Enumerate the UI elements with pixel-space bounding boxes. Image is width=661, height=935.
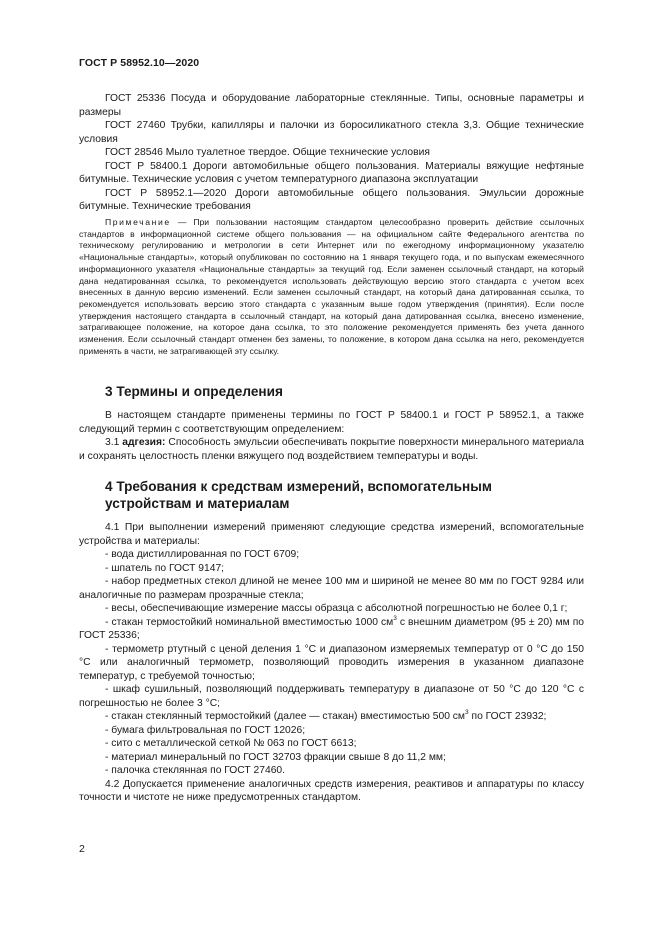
list-item: - термометр ртутный с ценой деления 1 °С и диапазоном измеряемых температур от 0 °С до 150 °С или аналогичный термометр, позволяющий проводить измерения в указанном диапазоне температур, с требуемой точностью; [79, 643, 584, 682]
reference-item: ГОСТ Р 58952.1—2020 Дороги автомобильные общего пользования. Эмульсии дорожные битумные. Технические требования [79, 187, 584, 212]
list-item: - сито с металлической сеткой № 063 по ГОСТ 6613; [105, 738, 357, 749]
list-item: - шкаф сушильный, позволяющий поддерживать температуру в диапазоне от 50 °С до 120 °С с погрешностью не более 3 °С; [79, 684, 584, 709]
reference-item: ГОСТ 28546 Мыло туалетное твердое. Общие технические условия [105, 147, 430, 158]
list-item: - шпатель по ГОСТ 9147; [105, 562, 225, 574]
note-block [79, 217, 584, 357]
section-3-title: 3 Термины и определения [105, 384, 283, 399]
list-item [79, 710, 584, 724]
term-text: Способность эмульсии обеспечивать покрытие поверхности минерального материала и сохранять целостность пленки вяжущего под воздействием температуры и воды. [79, 437, 584, 462]
section-3-body [79, 409, 584, 463]
term-number: 3.1 [105, 437, 123, 448]
page-number: 2 [79, 843, 85, 855]
list-item: - вода дистиллированная по ГОСТ 6709; [105, 549, 300, 560]
reference-item: ГОСТ Р 58400.1 Дороги автомобильные общего пользования. Материалы вяжущие нефтяные битумные. Технические условия с учетом температурного диапазона эксплуатации [79, 160, 584, 185]
term-definition [79, 436, 584, 463]
reference-item: ГОСТ 25336 Посуда и оборудование лабораторные стеклянные. Типы, основные параметры и размеры [79, 93, 584, 118]
section-4-body [79, 521, 584, 805]
note-text: — При пользовании настоящим стандартом целесообразно проверить действие ссылочных стандартов в информационной системе общего пользования — на официальном сайте Федерального агентства по техническому регулированию и метрологии в сети Интернет или по ежегодному информационному указателю «Национальные стандарты», который опубликован по состоянию на 1 января текущего года, и по выпускам ежемесячного информационного указателя «Национальные стандарты» за текущий год. Если заменен ссылочный стандарт, на который дана недатированная ссылка, то рекомендуется использовать действующую версию этого стандарта с учетом всех внесенных в данную версию изменений. Если заменен ссылочный стандарт, на который дана датированная ссылка, то рекомендуется использовать версию этого стандарта с указанным выше годом утверждения (принятия). Если после утверждения настоящего стандарта в ссылочный стандарт, на который дана датированная ссылка, внесено изменение, затрагивающее положение, на которое дана ссылка, то это положение рекомендуется применять без учета данного изменения. Если ссылочный стандарт отменен без замены, то положение, в котором дана ссылка на него, рекомендуется применять в части, не затрагивающей эту ссылку. [79, 217, 584, 356]
superscript: 3 [393, 614, 397, 622]
list-item-text: - стакан термостойкий номинальной вместимостью 1000 см [105, 616, 394, 628]
list-item-text: с внешним диаметром (95 ± 20) мм по ГОСТ 25336; [79, 616, 584, 641]
superscript: 3 [465, 709, 469, 717]
paragraph-4-1: 4.1 При выполнении измерений применяют следующие средства измерений, вспомогательные устройства и материалы: [79, 522, 584, 547]
note-label: Примечание [105, 217, 171, 227]
section-4-title: 4 Требования к средствам измерений, вспомогательным устройствам и материалам [105, 479, 492, 511]
normative-references [79, 92, 584, 214]
section-3-intro: В настоящем стандарте применены термины по ГОСТ Р 58400.1 и ГОСТ Р 58952.1, а также следующий термин с соответствующим определением: [79, 410, 584, 435]
document-header: ГОСТ Р 58952.10—2020 [79, 57, 200, 69]
list-item: - весы, обеспечивающие измерение массы образца с абсолютной погрешностью не более 0,1 г; [105, 603, 568, 614]
list-item: - палочка стеклянная по ГОСТ 27460. [105, 765, 286, 776]
term-name: адгезия: [122, 437, 166, 448]
list-item [79, 616, 584, 643]
list-item: - бумага фильтровальная по ГОСТ 12026; [105, 724, 306, 736]
paragraph-4-2: 4.2 Допускается применение аналогичных средств измерения, реактивов и аппаратуры по классу точности и чистоте не ниже предусмотренных стандартом. [79, 778, 584, 803]
list-item: - материал минеральный по ГОСТ 32703 фракции свыше 8 до 11,2 мм; [105, 751, 446, 763]
list-item-text: - стакан стеклянный термостойкий (далее — стакан) вместимостью 500 см [105, 711, 466, 722]
list-item-text: по ГОСТ 23932; [468, 711, 547, 722]
list-item: - набор предметных стекол длиной не менее 100 мм и шириной не менее 80 мм по ГОСТ 9284 или аналогичные по размерам прозрачные стекла; [79, 576, 584, 601]
reference-item: ГОСТ 27460 Трубки, капилляры и палочки из боросиликатного стекла 3,3. Общие технические условия [79, 120, 584, 145]
